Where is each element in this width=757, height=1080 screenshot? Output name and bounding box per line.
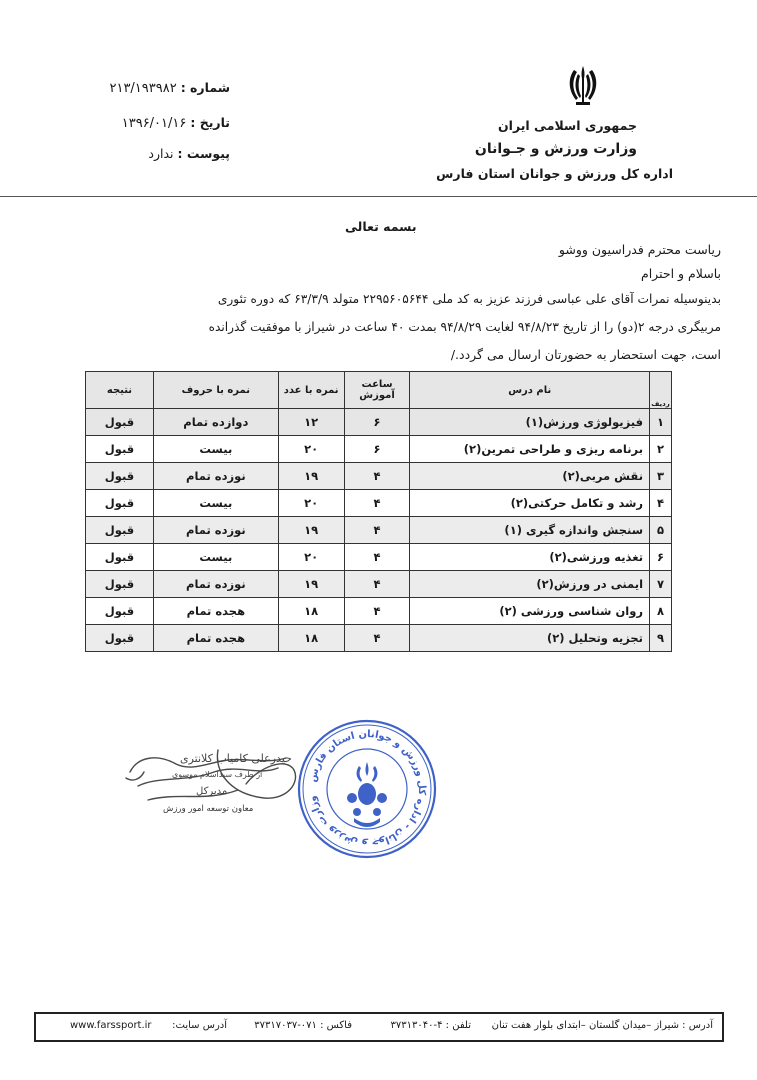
cell-hours: ۶ <box>344 409 410 436</box>
cell-hours: ۶ <box>344 436 410 463</box>
cell-hours: ۴ <box>344 625 410 652</box>
cell-score-number: ۱۹ <box>278 517 344 544</box>
cell-course: فیزیولوژی ورزش(۱) <box>410 409 650 436</box>
table-row <box>86 517 672 544</box>
cell-score-text: بیست <box>153 436 278 463</box>
cell-score-text: نوزده تمام <box>153 571 278 598</box>
number-value: ۲۱۳/۱۹۳۹۸۲ <box>109 81 177 96</box>
cell-result: قبول <box>86 544 154 571</box>
invocation: بسمه تعالی <box>345 219 417 234</box>
footer-fax: فاکس : ۰۷۱-۳۷۳۱۷۰۳۷ <box>254 1020 352 1031</box>
cell-score-number: ۲۰ <box>278 490 344 517</box>
cell-score-number: ۲۰ <box>278 544 344 571</box>
cell-course: ایمنی در ورزش(۲) <box>410 571 650 598</box>
footer-site-label: آدرس سایت: <box>172 1020 227 1031</box>
date-value: ۱۳۹۶/۰۱/۱۶ <box>121 116 187 131</box>
table-row <box>86 436 672 463</box>
body-line-1: بدینوسیله نمرات آقای علی عباسی فرزند عزیز به کد ملی ۲۲۹۵۶۰۵۶۴۴ متولد ۶۳/۳/۹ که دوره تئوری <box>217 292 721 306</box>
table-row <box>86 544 672 571</box>
cell-index: ۴ <box>650 490 672 517</box>
header-score-text: نمره با حروف <box>153 372 278 409</box>
table-row <box>86 490 672 517</box>
cell-score-text: هجده تمام <box>153 598 278 625</box>
cell-score-text: نوزده تمام <box>153 463 278 490</box>
header-index: ردیف <box>650 372 672 409</box>
cell-score-number: ۱۹ <box>278 571 344 598</box>
table-header-row <box>86 372 672 409</box>
attachment-value: ندارد <box>148 146 174 161</box>
signer-name: حیدرعلی کامیاب کلانتری <box>180 752 292 765</box>
cell-result: قبول <box>86 598 154 625</box>
cell-course: رشد و تکامل حرکتی(۲) <box>410 490 650 517</box>
cell-course: نقش مربی(۲) <box>410 463 650 490</box>
header-result: نتیجه <box>86 372 154 409</box>
cell-score-number: ۱۹ <box>278 463 344 490</box>
office-seal <box>296 718 438 860</box>
cell-score-text: نوزده تمام <box>153 517 278 544</box>
cell-hours: ۴ <box>344 490 410 517</box>
cell-result: قبول <box>86 517 154 544</box>
signer-general-title: مدیرکل <box>196 786 228 797</box>
table-row <box>86 409 672 436</box>
office-title: اداره کل ورزش و جوانان استان فارس <box>436 166 673 181</box>
cell-index: ۱ <box>650 409 672 436</box>
cell-index: ۹ <box>650 625 672 652</box>
header-course: نام درس <box>410 372 650 409</box>
grades-table <box>85 371 672 652</box>
cell-hours: ۴ <box>344 571 410 598</box>
cell-index: ۳ <box>650 463 672 490</box>
cell-score-number: ۱۸ <box>278 598 344 625</box>
cell-index: ۶ <box>650 544 672 571</box>
cell-course: برنامه ریزی و طراحی تمرین(۲) <box>410 436 650 463</box>
greeting: باسلام و احترام <box>640 266 721 281</box>
number-label: شماره : <box>180 80 230 95</box>
cell-score-text: بیست <box>153 490 278 517</box>
seal-ring-text: وزارت ورزش و جوانان - اداره کل ورزش و جوانان استان فارس <box>307 728 428 850</box>
iran-emblem-icon <box>560 62 606 108</box>
cell-hours: ۴ <box>344 517 410 544</box>
cell-hours: ۴ <box>344 598 410 625</box>
cell-score-text: بیست <box>153 544 278 571</box>
table-row <box>86 625 672 652</box>
recipient: ریاست محترم فدراسیون ووشو <box>558 242 721 257</box>
republic-title: جمهوری اسلامی ایران <box>498 118 637 133</box>
cell-result: قبول <box>86 490 154 517</box>
cell-index: ۲ <box>650 436 672 463</box>
cell-score-text: هجده تمام <box>153 625 278 652</box>
footer-website-link[interactable]: www.farssport.ir <box>70 1020 152 1031</box>
header-divider <box>0 196 757 197</box>
attachment-label: پیوست : <box>177 146 230 161</box>
table-row <box>86 571 672 598</box>
cell-result: قبول <box>86 436 154 463</box>
letter-date <box>122 115 230 131</box>
cell-result: قبول <box>86 409 154 436</box>
letter-number <box>109 80 230 96</box>
cell-course: روان شناسی ورزشی (۲) <box>410 598 650 625</box>
body-line-2: مربیگری درجه ۲(دو) را از تاریخ ۹۴/۸/۲۳ لغایت ۹۴/۸/۲۹ بمدت ۴۰ ساعت در شیراز با موفقیت گذرانده <box>208 320 721 334</box>
footer-address: آدرس : شیراز –میدان گلستان –ابتدای بلوار هفت تنان <box>491 1020 713 1031</box>
cell-result: قبول <box>86 571 154 598</box>
cell-course: تجزیه وتحلیل (۲) <box>410 625 650 652</box>
ministry-title: وزارت ورزش و جـوانان <box>474 141 637 157</box>
header-score-number: نمره با عدد <box>278 372 344 409</box>
cell-index: ۵ <box>650 517 672 544</box>
date-label: تاریخ : <box>190 115 230 130</box>
cell-score-number: ۱۲ <box>278 409 344 436</box>
body-line-3: است، جهت استحضار به حضورتان ارسال می گردد./ <box>450 347 721 362</box>
cell-course: سنجش واندازه گیری (۱) <box>410 517 650 544</box>
cell-score-number: ۲۰ <box>278 436 344 463</box>
letter-attachment <box>148 146 230 161</box>
table-row <box>86 463 672 490</box>
cell-hours: ۴ <box>344 544 410 571</box>
cell-result: قبول <box>86 463 154 490</box>
cell-course: تغذیه ورزشی(۲) <box>410 544 650 571</box>
cell-score-number: ۱۸ <box>278 625 344 652</box>
cell-index: ۸ <box>650 598 672 625</box>
footer-phone: تلفن : ۴-۳۷۳۱۳۰۴۰ <box>390 1020 471 1031</box>
table-row <box>86 598 672 625</box>
cell-score-text: دوازده تمام <box>153 409 278 436</box>
signer-title: معاون توسعه امور ورزش <box>163 804 254 814</box>
cell-result: قبول <box>86 625 154 652</box>
header-hours: ساعت آموزش <box>344 372 410 409</box>
cell-index: ۷ <box>650 571 672 598</box>
cell-hours: ۴ <box>344 463 410 490</box>
signer-on-behalf: از طرف سیداسلام موسوی <box>172 770 263 779</box>
